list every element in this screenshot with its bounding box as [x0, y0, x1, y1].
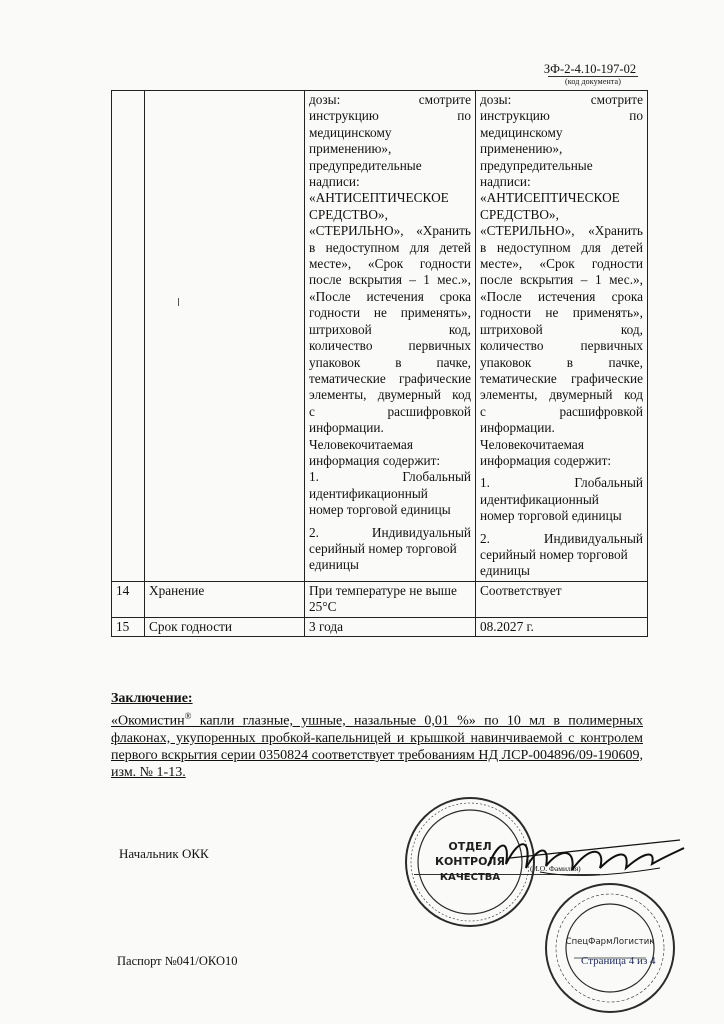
spec-line: дозы: смотрите: [309, 92, 471, 107]
stamp-line: ОТДЕЛ: [448, 840, 492, 853]
spec-line: 1. Глобальный: [309, 469, 471, 485]
spec-line: количество первичных: [309, 338, 471, 354]
spec-line: информации.: [309, 420, 384, 436]
head-title: Начальник ОКК: [119, 846, 209, 861]
table-cell-num: [112, 91, 145, 582]
table-row: [112, 581, 648, 617]
result-line: предупредительные: [480, 157, 593, 173]
document-code: ЗФ-2-4.10-197-02: [543, 62, 637, 76]
result-line: в недоступном для детей: [480, 239, 643, 255]
product-name: «Окомистин: [111, 713, 185, 729]
table-row: [112, 91, 648, 582]
registered-mark: ®: [184, 711, 192, 721]
spec-line: «АНТИСЕПТИЧЕСКОЕ: [309, 190, 449, 206]
passport-number: Паспорт №041/ОКО10: [117, 954, 238, 968]
result-line: медицинскому: [480, 124, 563, 140]
spec-line: элементы, двумерный код: [309, 387, 471, 403]
result-line: Человекочитаемая: [480, 436, 584, 452]
table-cell-param: [145, 91, 305, 582]
spec-line: месте», «Срок годности: [309, 256, 471, 272]
row-spec: При температуре не выше 25°С: [305, 581, 476, 617]
result-line: идентификационный: [480, 491, 599, 507]
spec-line: упаковок в пачке,: [309, 354, 471, 370]
conclusion-block: [111, 690, 643, 781]
spec-line: штриховой код,: [309, 321, 471, 337]
result-line: СРЕДСТВО»,: [480, 206, 559, 222]
result-line: применению»,: [480, 141, 563, 157]
row-number: 15: [112, 617, 145, 636]
result-line: единицы: [480, 563, 530, 579]
result-line: «АНТИСЕПТИЧЕСКОЕ: [480, 190, 620, 206]
row-number: 14: [112, 581, 145, 617]
result-line: 1. Глобальный: [480, 475, 643, 491]
spec-line: Человекочитаемая: [309, 436, 413, 452]
spec-line: серийный номер торговой: [309, 540, 457, 556]
stamp-line: КАЧЕСТВА: [439, 872, 501, 883]
result-line: 2. Индивидуальный: [480, 530, 643, 546]
spec-line: надписи:: [309, 174, 360, 190]
spec-line: информация содержит:: [309, 452, 441, 468]
row-parameter: Срок годности: [145, 617, 305, 636]
result-line: серийный номер торговой: [480, 546, 628, 562]
spec-line: СРЕДСТВО»,: [309, 206, 388, 222]
table-cell-spec: [305, 91, 476, 582]
spec-line: в недоступном для детей: [309, 239, 471, 255]
conclusion-text: [111, 708, 643, 781]
result-line: элементы, двумерный код: [480, 387, 643, 403]
result-line: упаковок в пачке,: [480, 354, 643, 370]
result-line: месте», «Срок годности: [480, 256, 643, 272]
spec-line: инструкцию по: [309, 108, 471, 124]
spec-line: номер торговой единицы: [309, 502, 451, 518]
spec-line: с расшифровкой: [309, 403, 471, 419]
stamp-line: КОНТРОЛЯ: [434, 855, 506, 868]
stamp-company-name: СпецФармЛогистик: [565, 937, 655, 947]
result-line: информации.: [480, 420, 555, 436]
row-spec: 3 года: [305, 617, 476, 636]
spec-line: годности не применять»,: [309, 305, 471, 321]
spec-line: предупредительные: [309, 157, 422, 173]
result-line: годности не применять»,: [480, 305, 643, 321]
table-cell-result: [476, 91, 648, 582]
page-number: Страница 4 из 4: [581, 955, 656, 967]
result-line: тематические графические: [480, 370, 643, 386]
spec-line: после вскрытия – 1 мес.»,: [309, 272, 471, 288]
result-line: с расшифровкой: [480, 403, 643, 419]
spec-line: тематические графические: [309, 370, 471, 386]
row-parameter: Хранение: [145, 581, 305, 617]
result-line: дозы: смотрите: [480, 92, 643, 107]
result-line: информация содержит:: [480, 452, 612, 468]
result-line: после вскрытия – 1 мес.»,: [480, 272, 643, 288]
result-line: «СТЕРИЛЬНО», «Хранить: [480, 223, 643, 239]
spec-line: медицинскому: [309, 124, 392, 140]
row-result: Соответствует: [476, 581, 648, 617]
scan-mark: [178, 298, 179, 306]
spec-line: «После истечения срока: [309, 288, 471, 304]
specification-table: [111, 90, 648, 637]
result-line: инструкцию по: [480, 108, 643, 124]
conclusion-title: Заключение:: [111, 691, 193, 706]
signature-caption: (И.О. Фамилия): [530, 864, 581, 873]
table-row: [112, 617, 648, 636]
document-code-label: (код документа): [548, 76, 638, 86]
spec-line: «СТЕРИЛЬНО», «Хранить: [309, 223, 471, 239]
result-line: количество первичных: [480, 338, 643, 354]
result-line: штриховой код,: [480, 321, 643, 337]
result-line: «После истечения срока: [480, 288, 643, 304]
spec-line: идентификационный: [309, 485, 428, 501]
spec-line: применению»,: [309, 141, 392, 157]
result-line: надписи:: [480, 174, 531, 190]
result-line: номер торговой единицы: [480, 508, 622, 524]
spec-line: единицы: [309, 557, 359, 573]
company-stamp: [540, 878, 680, 1018]
spec-line: 2. Индивидуальный: [309, 524, 471, 540]
conclusion-body: капли глазные, ушные, назальные 0,01 %» по 10 мл в полимерных флаконах, укупоренных пробкой-капельницей и крышкой навинчиваемой с контролем первого вскрытия серии 0350824 соответствует требованиям НД ЛСР-004896/09-190609, изм. № 1-13.: [111, 713, 643, 780]
row-result: 08.2027 г.: [476, 617, 648, 636]
